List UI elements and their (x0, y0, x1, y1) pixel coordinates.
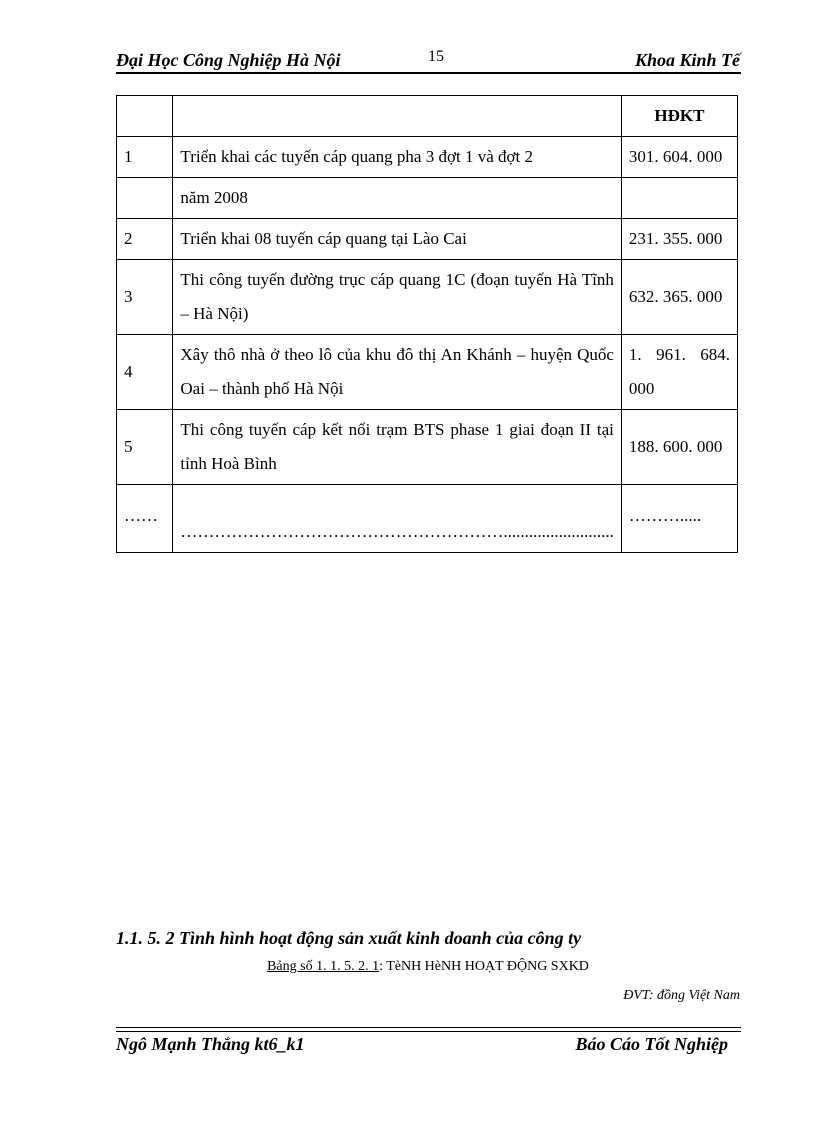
row-description: Triển khai 08 tuyến cáp quang tại Lào Cai (173, 219, 622, 260)
report-title: Báo Cáo Tốt Nghiệp (575, 1034, 728, 1054)
row-description: Triển khai các tuyến cáp quang pha 3 đợt 1 và đợt 2 (173, 137, 622, 178)
table-row (117, 219, 738, 260)
header-cell-no (117, 96, 173, 137)
row-description: Thi công tuyến đường trục cáp quang 1C (đoạn tuyến Hà Tĩnh – Hà Nội) (173, 260, 622, 335)
faculty-name: Khoa Kinh Tế (634, 50, 740, 70)
row-description: Xây thô nhà ở theo lô của khu đô thị An Khánh – huyện Quốc Oai – thành phố Hà Nội (173, 335, 622, 410)
table-row (117, 137, 738, 178)
footer-divider (116, 1027, 741, 1028)
row-value: 188. 600. 000 (621, 410, 737, 485)
row-number: 3 (117, 260, 173, 335)
contracts-table (116, 95, 738, 553)
table-row (117, 410, 738, 485)
header-cell-desc (173, 96, 622, 137)
row-value: 632. 365. 000 (621, 260, 737, 335)
row-description: năm 2008 (173, 178, 622, 219)
table-caption-label: Bảng số 1. 1. 5. 2. 1 (267, 959, 380, 974)
table-row (117, 260, 738, 335)
row-value (621, 178, 737, 219)
author-name: Ngô Mạnh Thắng kt6_k1 (116, 1034, 305, 1054)
page-header (116, 48, 740, 74)
row-number: 5 (117, 410, 173, 485)
footer-divider (116, 1031, 741, 1032)
row-value: 1. 961. 684. 000 (621, 335, 737, 410)
table-caption (116, 959, 740, 975)
page-number: 15 (428, 48, 444, 65)
row-number: 4 (117, 335, 173, 410)
row-number: …… (117, 485, 173, 553)
section-title: 1.1. 5. 2 Tình hình hoạt động sản xuất kinh doanh của công ty (116, 928, 582, 948)
table-caption-text: : TèNH HèNH HOẠT ĐỘNG SXKD (379, 959, 589, 974)
row-number: 1 (117, 137, 173, 178)
row-description: Thi công tuyến cáp kết nối trạm BTS phase 1 giai đoạn II tại tỉnh Hoà Bình (173, 410, 622, 485)
row-value: 301. 604. 000 (621, 137, 737, 178)
row-description: ………………………………………………….......................... (173, 485, 622, 553)
page-footer (116, 1034, 728, 1060)
table-row (117, 485, 738, 553)
header-cell-value: HĐKT (621, 96, 737, 137)
table-row (117, 335, 738, 410)
row-value: ………..... (621, 485, 737, 553)
unit-note: ĐVT: đồng Việt Nam (623, 988, 740, 1003)
table-row (117, 178, 738, 219)
table-header-row (117, 96, 738, 137)
header-divider (116, 72, 741, 74)
row-number (117, 178, 173, 219)
row-value: 231. 355. 000 (621, 219, 737, 260)
university-name: Đại Học Công Nghiệp Hà Nội (116, 50, 341, 70)
row-number: 2 (117, 219, 173, 260)
